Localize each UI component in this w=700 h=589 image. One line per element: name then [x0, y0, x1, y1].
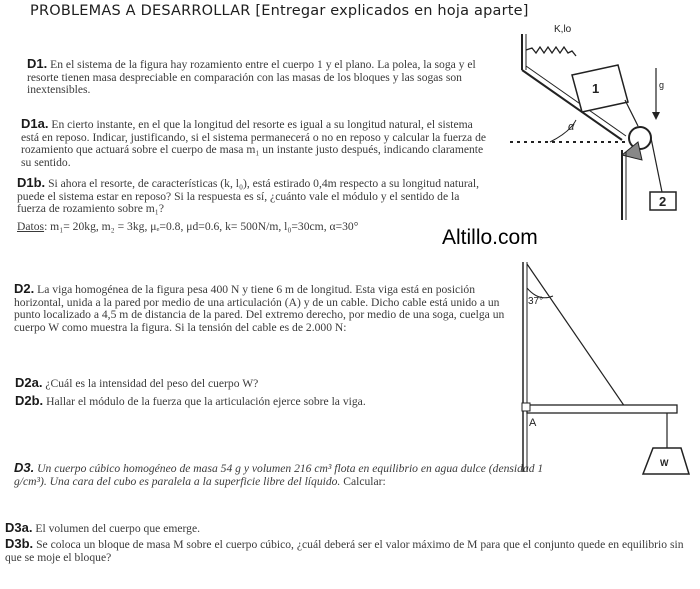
problem-text: En cierto instante, en el que la longitud del resorte es igual a su longitud natural, el sistema está en reposo. Indicar, justificando, si el sistema permanecerá o no en reposo y calcular la fuerza de rozamiento que actuará sobre el cuerpo de masa m₁ un instante justo después, indicando claramente su sentido.	[21, 118, 487, 169]
problem-text: Un cuerpo cúbico homogéneo de masa 54 g y volumen 216 cm³ flota en equilibrio en agua dulce (densidad 1 g/cm³). Una cara del cubo es paralela a la superficie libre del líquido.	[14, 462, 544, 488]
problem-d3	[14, 462, 574, 488]
figure-d2-beam	[515, 262, 695, 482]
problem-label: D2b.	[15, 393, 44, 408]
problem-text: El volumen del cuerpo que emerge.	[35, 522, 200, 535]
problem-d1a	[21, 118, 491, 169]
angle-label: α	[568, 121, 575, 133]
problem-d1	[27, 58, 491, 97]
problem-d3b	[5, 538, 695, 564]
problem-label: D3a.	[5, 520, 33, 535]
spring-label: K,lo	[554, 24, 572, 35]
problem-d3a	[5, 522, 565, 536]
problem-d2	[14, 283, 507, 334]
problem-label: D3b.	[5, 536, 34, 551]
data-text: : m₁= 20kg, m₂ = 3kg, μₑ=0.8, μd=0.6, k= 500N/m, l₀=30cm, α=30°	[44, 220, 359, 233]
articulation-label: A	[529, 417, 537, 429]
block-1	[572, 65, 628, 112]
gravity-label: g	[659, 80, 665, 90]
rope-line	[651, 138, 662, 192]
weight-label: W	[660, 458, 669, 468]
watermark-text: Altillo.com	[442, 226, 538, 249]
problem-text: Si ahora el resorte, de características (k, l₀), está estirado 0,4m respecto a su longitud natural, puede el sistema estar en reposo? Si la respuesta es sí, ¿cuánto vale el módulo y el sentido de la fuerza de rozamiento sobre m₁?	[17, 177, 479, 216]
block-2-label: 2	[659, 194, 667, 209]
arrow-head-icon	[652, 112, 660, 120]
rope-line	[625, 100, 638, 126]
spring-icon	[526, 47, 576, 56]
cable-line	[527, 264, 625, 407]
angle-label: 37°	[528, 296, 544, 307]
figure-d1-incline	[510, 20, 700, 220]
page-header: PROBLEMAS A DESARROLLAR [Entregar explicados en hoja aparte]	[30, 3, 529, 19]
problem-d2a	[15, 377, 485, 391]
problem-label: D1a.	[21, 116, 49, 131]
problem-label: D2.	[14, 281, 35, 296]
problem-text-tail: Calcular:	[343, 474, 386, 488]
problem-d2b	[15, 395, 485, 409]
block-1-label: 1	[592, 81, 600, 96]
problem-label: D2a.	[15, 375, 43, 390]
problem-text: La viga homogénea de la figura pesa 400 N y tiene 6 m de longitud. Esta viga está en posición horizontal, unida a la pared por medio de una articulación (A) y de un cable. Dicho cable está unido a un punto localizado a 4,5 m de distancia de la pared. Del extremo derecho, por medio de una soga, cuelga un cuerpo W como muestra la figura. Si la tensión del cable es de 2.000 N:	[14, 283, 505, 334]
problem-label: D1b.	[17, 175, 46, 190]
articulation-icon	[522, 403, 530, 411]
beam	[527, 405, 677, 413]
problem-text: ¿Cuál es la intensidad del peso del cuerpo W?	[45, 377, 259, 390]
problem-label: D3.	[14, 460, 35, 475]
problem-data	[17, 221, 437, 234]
data-label: Datos	[17, 220, 45, 233]
problem-text: Se coloca un bloque de masa M sobre el cuerpo cúbico, ¿cuál deberá ser el valor máximo de M para que el conjunto quede en equilibrio sin que se moje el bloque?	[5, 538, 684, 564]
problem-d1b	[17, 177, 491, 216]
problem-text: Hallar el módulo de la fuerza que la articulación ejerce sobre la viga.	[46, 395, 366, 408]
problem-label: D1.	[27, 56, 48, 71]
problem-text: En el sistema de la figura hay rozamiento entre el cuerpo 1 y el plano. La polea, la soga y el resorte tienen masa despreciable en comparación con las masas de los bloques y las sogas son inextensibles.	[27, 58, 476, 97]
pulley-icon	[629, 127, 651, 149]
